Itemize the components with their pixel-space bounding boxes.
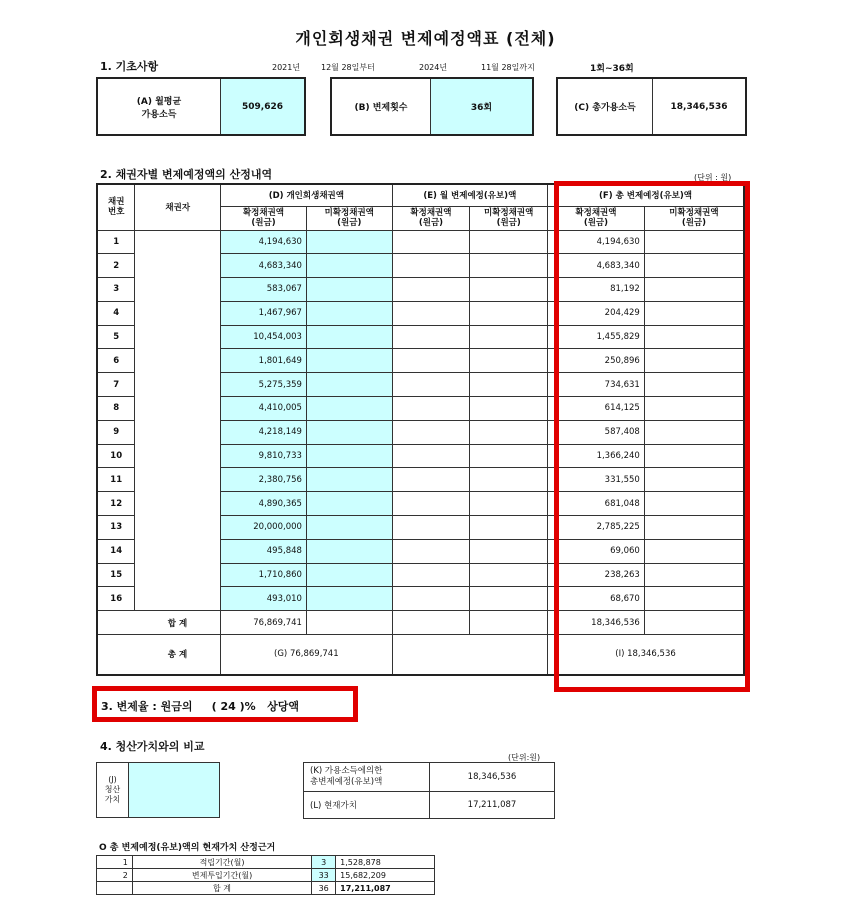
unit-label-2: (단위:원) (508, 753, 541, 762)
row-f-confirmed: 4,683,340 (548, 254, 645, 278)
group-e-header: (E) 월 변제예정(유보)액 (392, 184, 547, 206)
row-d-unconfirmed (306, 516, 392, 540)
end-year: 2024년 (419, 63, 448, 72)
row-e-unconfirmed (470, 254, 548, 278)
repay-count-label: (B) 변제횟수 (354, 103, 408, 113)
row-creditor (135, 563, 221, 587)
row-d-confirmed: 1,710,860 (221, 563, 307, 587)
row-e-unconfirmed (470, 492, 548, 516)
total-i: (I) 18,346,536 (548, 635, 744, 675)
group-d-header: (D) 개인회생채권액 (221, 184, 393, 206)
row-e-confirmed (392, 301, 470, 325)
row-f-confirmed: 587,408 (548, 420, 645, 444)
row-e-unconfirmed (470, 587, 548, 611)
row-f-confirmed: 1,366,240 (548, 444, 645, 468)
d-confirmed-header: 확정채권액 (원금) (221, 206, 307, 230)
row-d-unconfirmed (306, 230, 392, 254)
row-f-confirmed: 68,670 (548, 587, 645, 611)
basis-row-label: 적립기간(월) (132, 856, 311, 869)
row-e-unconfirmed (470, 539, 548, 563)
basis-row-months: 33 (312, 869, 336, 882)
row-no: 14 (97, 539, 135, 563)
row-d-unconfirmed (306, 301, 392, 325)
row-e-unconfirmed (470, 373, 548, 397)
row-e-confirmed (392, 397, 470, 421)
row-e-unconfirmed (470, 325, 548, 349)
row-d-unconfirmed (306, 397, 392, 421)
row-d-unconfirmed (306, 468, 392, 492)
row-f-confirmed: 81,192 (548, 278, 645, 302)
row-e-confirmed (392, 325, 470, 349)
row-d-unconfirmed (306, 349, 392, 373)
section2-heading: 2. 채권자별 변제예정액의 산정내역 (100, 168, 273, 181)
subtotal-d-unconfirmed (306, 611, 392, 635)
row-f-confirmed: 614,125 (548, 397, 645, 421)
liquidation-label: (J) 청산 가치 (97, 763, 129, 817)
monthly-income-label: (A) 월평균 가용소득 (136, 96, 182, 120)
section1-heading: 1. 기초사항 (100, 60, 159, 73)
monthly-income-box (96, 77, 306, 136)
row-creditor (135, 397, 221, 421)
row-no: 3 (97, 278, 135, 302)
row-no: 9 (97, 420, 135, 444)
basis-total-amount: 17,211,087 (336, 882, 435, 895)
row-e-unconfirmed (470, 444, 548, 468)
row-d-unconfirmed (306, 539, 392, 563)
e-confirmed-header: 확정채권액 (원금) (392, 206, 470, 230)
row-creditor (135, 468, 221, 492)
row-e-confirmed (392, 349, 470, 373)
row-e-unconfirmed (470, 468, 548, 492)
row-d-confirmed: 493,010 (221, 587, 307, 611)
repayment-rate: 3. 변제율 : 원금의 ( 24 )% 상당액 (101, 700, 300, 713)
row-e-unconfirmed (470, 563, 548, 587)
row-creditor (135, 539, 221, 563)
comparison-table (303, 762, 555, 819)
row-d-unconfirmed (306, 444, 392, 468)
row-d-confirmed: 4,890,365 (221, 492, 307, 516)
row-d-unconfirmed (306, 254, 392, 278)
subtotal-spacer (97, 611, 135, 635)
row-e-unconfirmed (470, 278, 548, 302)
l-label: (L) 현재가치 (304, 792, 430, 819)
repay-count-box (330, 77, 534, 136)
row-d-confirmed: 1,801,649 (221, 349, 307, 373)
subtotal-e-unconfirmed (470, 611, 548, 635)
row-no: 2 (97, 254, 135, 278)
k-value: 18,346,536 (430, 763, 555, 792)
basis-total-months: 36 (312, 882, 336, 895)
row-creditor (135, 278, 221, 302)
section4-heading: 4. 청산가치와의 비교 (100, 740, 205, 753)
d-unconfirmed-header: 미확정채권액 (원금) (306, 206, 392, 230)
row-d-unconfirmed (306, 420, 392, 444)
row-d-confirmed: 2,380,756 (221, 468, 307, 492)
row-e-unconfirmed (470, 397, 548, 421)
row-no: 13 (97, 516, 135, 540)
total-income-label: (C) 총가용소득 (574, 103, 636, 113)
page-title: 개인회생채권 변제예정액표 (전체) (295, 29, 556, 48)
row-e-confirmed (392, 230, 470, 254)
subtotal-d: 76,869,741 (221, 611, 307, 635)
row-creditor (135, 420, 221, 444)
row-no: 12 (97, 492, 135, 516)
row-creditor (135, 492, 221, 516)
row-no: 7 (97, 373, 135, 397)
row-no: 5 (97, 325, 135, 349)
row-d-unconfirmed (306, 587, 392, 611)
row-e-confirmed (392, 420, 470, 444)
l-value: 17,211,087 (430, 792, 555, 819)
row-d-unconfirmed (306, 325, 392, 349)
row-e-confirmed (392, 278, 470, 302)
basis-row-label: 변제투입기간(월) (132, 869, 311, 882)
row-f-confirmed: 204,429 (548, 301, 645, 325)
row-creditor (135, 444, 221, 468)
end-date: 11월 28일까지 (481, 63, 535, 72)
row-creditor (135, 587, 221, 611)
f-column-highlight (554, 181, 750, 692)
row-d-unconfirmed (306, 563, 392, 587)
unit-label: (단위 : 원) (694, 173, 732, 182)
row-d-unconfirmed (306, 278, 392, 302)
row-no: 4 (97, 301, 135, 325)
row-creditor (135, 516, 221, 540)
row-f-confirmed: 69,060 (548, 539, 645, 563)
row-d-confirmed: 495,848 (221, 539, 307, 563)
total-income-value: 18,346,536 (652, 79, 745, 134)
k-label: (K) 가용소득에의한 총변제예정(유보)액 (304, 763, 430, 792)
row-e-unconfirmed (470, 230, 548, 254)
row-e-unconfirmed (470, 516, 548, 540)
start-year: 2021년 (272, 63, 301, 72)
basis-row-no: 1 (97, 856, 133, 869)
basis-row-amount: 1,528,878 (336, 856, 435, 869)
row-f-confirmed: 250,896 (548, 349, 645, 373)
row-creditor (135, 349, 221, 373)
row-d-unconfirmed (306, 492, 392, 516)
row-f-confirmed: 681,048 (548, 492, 645, 516)
basis-total-spacer (97, 882, 133, 895)
row-e-unconfirmed (470, 420, 548, 444)
basis-row-no: 2 (97, 869, 133, 882)
group-f-header: (F) 총 변제예정(유보)액 (548, 184, 744, 206)
row-d-confirmed: 4,410,005 (221, 397, 307, 421)
liquidation-value (129, 763, 219, 817)
row-no: 6 (97, 349, 135, 373)
row-creditor (135, 325, 221, 349)
total-income-box (556, 77, 747, 136)
f-unconfirmed-header: 미확정채권액 (원금) (644, 206, 744, 230)
row-no: 8 (97, 397, 135, 421)
row-e-confirmed (392, 492, 470, 516)
row-d-confirmed: 5,275,359 (221, 373, 307, 397)
row-creditor (135, 373, 221, 397)
row-creditor (135, 230, 221, 254)
row-e-confirmed (392, 444, 470, 468)
row-f-confirmed: 238,263 (548, 563, 645, 587)
row-f-confirmed: 2,785,225 (548, 516, 645, 540)
e-unconfirmed-header: 미확정채권액 (원금) (470, 206, 548, 230)
row-d-confirmed: 10,454,003 (221, 325, 307, 349)
row-e-confirmed (392, 563, 470, 587)
basis-row-months: 3 (312, 856, 336, 869)
row-d-confirmed: 4,194,630 (221, 230, 307, 254)
row-f-confirmed: 4,194,630 (548, 230, 645, 254)
monthly-income-value: 509,626 (220, 79, 304, 134)
row-d-confirmed: 9,810,733 (221, 444, 307, 468)
repay-count-value: 36회 (430, 79, 532, 134)
row-e-confirmed (392, 516, 470, 540)
row-f-confirmed: 1,455,829 (548, 325, 645, 349)
row-no: 1 (97, 230, 135, 254)
row-f-confirmed: 734,631 (548, 373, 645, 397)
row-creditor (135, 301, 221, 325)
f-confirmed-header: 확정채권액 (원금) (548, 206, 645, 230)
row-d-confirmed: 20,000,000 (221, 516, 307, 540)
row-e-unconfirmed (470, 301, 548, 325)
row-no: 10 (97, 444, 135, 468)
row-e-confirmed (392, 373, 470, 397)
payment-period: 1회~36회 (590, 64, 634, 74)
row-no: 11 (97, 468, 135, 492)
row-d-confirmed: 4,683,340 (221, 254, 307, 278)
total-e (392, 635, 547, 675)
basis-row-amount: 15,682,209 (336, 869, 435, 882)
row-e-confirmed (392, 587, 470, 611)
row-d-confirmed: 583,067 (221, 278, 307, 302)
row-e-confirmed (392, 539, 470, 563)
liquidation-box (96, 762, 220, 818)
row-d-confirmed: 1,467,967 (221, 301, 307, 325)
row-creditor (135, 254, 221, 278)
row-no: 16 (97, 587, 135, 611)
basis-table (96, 855, 435, 895)
row-d-confirmed: 4,218,149 (221, 420, 307, 444)
subtotal-f: 18,346,536 (548, 611, 645, 635)
row-e-unconfirmed (470, 349, 548, 373)
basis-total-label: 합 계 (132, 882, 311, 895)
start-date: 12월 28일부터 (321, 63, 375, 72)
subtotal-e-confirmed (392, 611, 470, 635)
total-g: (G) 76,869,741 (221, 635, 393, 675)
subtotal-label: 합 계 (135, 611, 221, 635)
row-e-confirmed (392, 254, 470, 278)
basis-heading: O 총 변제예정(유보)액의 현재가치 산정근거 (99, 843, 276, 853)
total-label: 총 계 (135, 635, 221, 675)
row-f-confirmed: 331,550 (548, 468, 645, 492)
col-no-header: 채권 번호 (97, 184, 135, 230)
row-no: 15 (97, 563, 135, 587)
col-creditor-header: 채권자 (135, 184, 221, 230)
total-spacer (97, 635, 135, 675)
row-e-confirmed (392, 468, 470, 492)
row-d-unconfirmed (306, 373, 392, 397)
